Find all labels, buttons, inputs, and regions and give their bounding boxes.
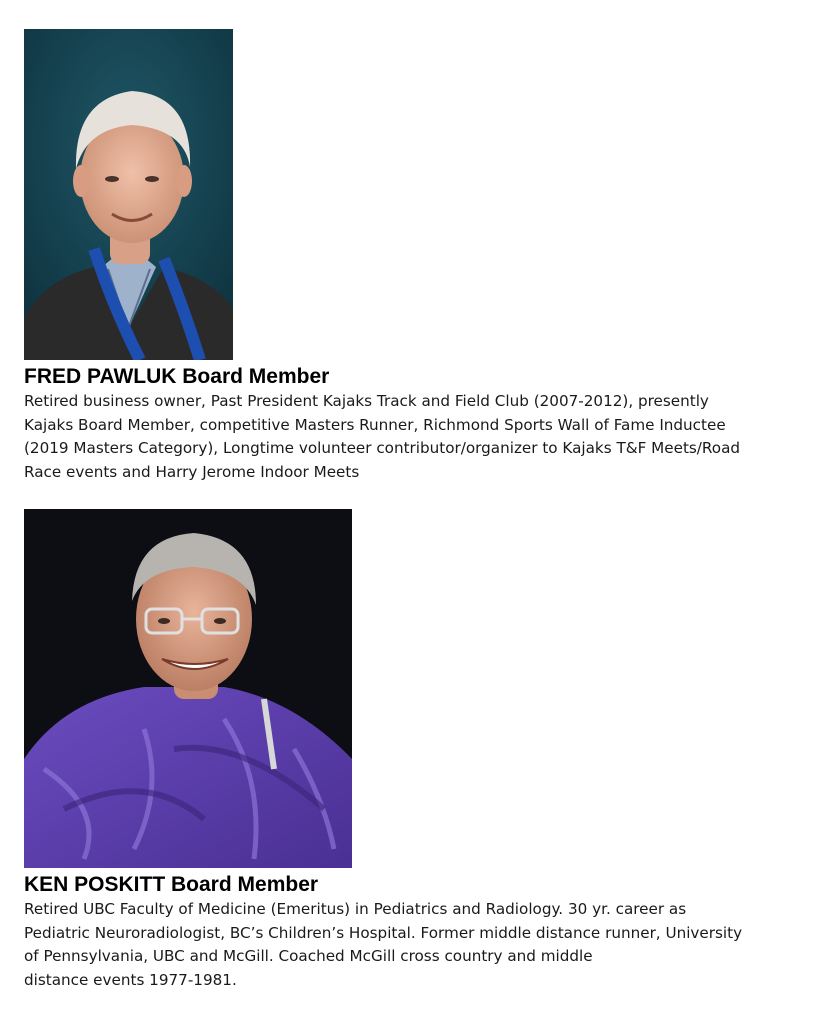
bio-line: Retired business owner, Past President Kajaks Track and Field Club (2007-2012), presently <box>24 392 709 410</box>
portrait-photo <box>24 509 352 868</box>
profile-bio <box>24 390 740 484</box>
portrait-illustration <box>24 509 352 868</box>
bio-line: Retired UBC Faculty of Medicine (Emeritus) in Pediatrics and Radiology. 30 yr. career as <box>24 900 687 918</box>
portrait-photo <box>24 29 233 360</box>
profile-ken-poskitt <box>24 509 742 992</box>
bio-line: (2019 Masters Category), Longtime volunteer contributor/organizer to Kajaks T&F Meets/Road <box>24 439 741 457</box>
profile-bio <box>24 898 742 992</box>
bio-line: of Pennsylvania, UBC and McGill. Coached McGill cross country and middle <box>24 947 593 965</box>
bio-line: distance events 1977-1981. <box>24 970 237 989</box>
bio-line: Kajaks Board Member, competitive Masters Runner, Richmond Sports Wall of Fame Inductee <box>24 415 726 434</box>
profile-name: FRED PAWLUK Board Member <box>24 365 330 388</box>
profile-name: KEN POSKITT Board Member <box>24 873 319 896</box>
portrait-illustration <box>24 29 233 360</box>
bio-line: Race events and Harry Jerome Indoor Meets <box>24 462 360 481</box>
profile-fred-pawluk <box>24 29 740 484</box>
bio-line: Pediatric Neuroradiologist, BC’s Children’s Hospital. Former middle distance runner, University <box>24 923 743 942</box>
